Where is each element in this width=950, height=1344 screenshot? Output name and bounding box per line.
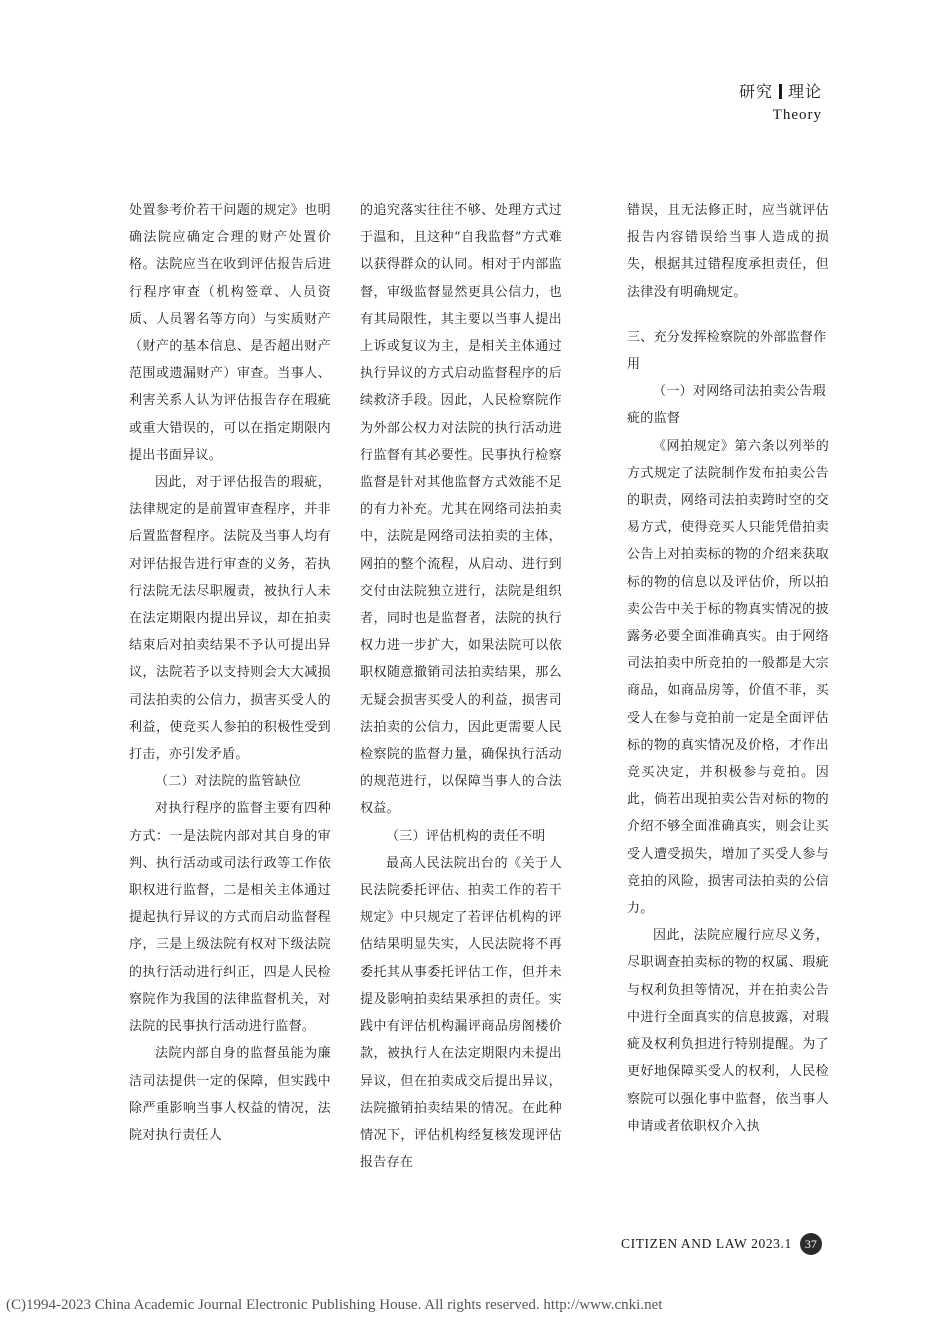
paragraph: 错误，且无法修正时，应当就评估报告内容错误给当事人造成的损失，根据其过错程度承担责任，但法律没有明确规定。 (627, 203, 829, 300)
paragraph: 因此，对于评估报告的瑕疵，法律规定的是前置审查程序，并非后置监督程序。法院及当事人均有对评估报告进行审查的义务，若执行法院无法尽职履责，被执行人未在法定期限内提出异议，却在拍卖结束后对拍卖结果不予认可提出异议，法院若予以支持则会大大减损司法拍卖的公信力，损害买受人的利益，使竞买人参拍的积极性受到打击，亦引发矛盾。 (129, 475, 331, 763)
text-column-1 (129, 197, 331, 1149)
section-header (739, 80, 822, 126)
section-heading: 三、充分发挥检察院的外部监督作用 (627, 329, 827, 373)
section-category (739, 80, 822, 104)
category-english: Theory (772, 107, 822, 123)
copyright-notice: (C)1994-2023 China Academic Journal Electronic Publishing House. All rights reserved. http://www.cnki.net (6, 1297, 663, 1313)
category-divider (779, 84, 782, 99)
paragraph: 《网拍规定》第六条以列举的方式规定了法院制作发布拍卖公告的职责，网络司法拍卖跨时空的交易方式，使得竞买人只能凭借拍卖公告上对拍卖标的物的介绍来获取标的物的信息以及评估价，所以拍卖公告中关于标的物真实情况的披露务必要全面准确真实。由于网络司法拍卖中所竞拍的一般都是大宗商品，如商品房等，价值不菲，买受人在参与竞拍前一定是全面评估标的物的真实情况及价格，才作出竞买决定，并积极参与竞拍。因此，倘若出现拍卖公告对标的物的介绍不够全面准确真实，则会让买受人遭受损失，增加了买受人参与竞拍的风险，损害司法拍卖的公信力。 (627, 438, 829, 917)
paragraph: 对执行程序的监督主要有四种方式：一是法院内部对其自身的审判、执行活动或司法行政等工作依职权进行监督，二是相关主体通过提起执行异议的方式而启动监督程序，三是上级法院有权对下级法院的执行活动进行纠正，四是人民检察院作为我国的法律监督机关，对法院的民事执行活动进行监督。 (129, 801, 331, 1035)
paragraph: 最高人民法院出台的《关于人民法院委托评估、拍卖工作的若干规定》中只规定了若评估机构的评估结果明显失实，人民法院将不再委托其从事委托评估工作，但并未提及影响拍卖结果承担的责任。实践中有评估机构漏评商品房阁楼价款，被执行人在法定期限内未提出异议，但在拍卖成交后提出异议，法院撤销拍卖结果的情况。在此种情况下，评估机构经复核发现评估报告存在 (360, 855, 562, 1171)
page-number: 37 (800, 1233, 822, 1255)
text-column-3 (627, 197, 829, 1140)
paragraph: 法院内部自身的监督虽能为廉洁司法提供一定的保障，但实践中除严重影响当事人权益的情况，法院对执行责任人 (129, 1046, 331, 1143)
paragraph: 处置参考价若干问题的规定》也明确法院应确定合理的财产处置价格。法院应当在收到评估报告后进行程序审查（机构签章、人员资质、人员署名等方向）与实质财产（财产的基本信息、是否超出财产范围或遗漏财产）审查。当事人、利害关系人认为评估报告存在瑕疵或重大错误的，可以在指定期限内提出书面异议。 (129, 203, 331, 463)
magazine-issue: CITIZEN AND LAW 2023.1 (621, 1236, 792, 1251)
subsection-heading: （一）对网络司法拍卖公告瑕疵的监督 (627, 384, 826, 427)
paragraph: 因此，法院应履行应尽义务，尽职调查拍卖标的物的权属、瑕疵与权利负担等情况，并在拍卖公告中进行全面真实的信息披露，对瑕疵及权利负担进行特别提醒。为了更好地保障买受人的权利，人民检察院可以强化事中监督，依当事人申请或者依职权介入执 (627, 928, 829, 1134)
category-theory: 理论 (787, 82, 822, 101)
subsection-heading: （三）评估机构的责任不明 (386, 828, 546, 844)
page-footer (621, 1233, 822, 1255)
paragraph: 的追究落实往往不够、处理方式过于温和，且这种“自我监督”方式难以获得群众的认同。相对于内部监督，审级监督显然更具公信力，也有其局限性，其主要以当事人提出上诉或复议为主，是相关主体通过执行异议的方式启动监督程序的后续救济手段。因此，人民检察院作为外部公权力对法院的执行活动进行监督有其必要性。民事执行检察监督是针对其他监督方式效能不足的有力补充。尤其在网络司法拍卖中，法院是网络司法拍卖的主体，网拍的整个流程，从启动、进行到交付由法院独立进行，法院是组织者，同时也是监督者，法院的执行权力进一步扩大，如果法院可以依职权随意撤销司法拍卖结果，那么无疑会损害买受人的利益，损害司法拍卖的公信力，因此更需要人民检察院的监督力量，确保执行活动的规范进行，以保障当事人的合法权益。 (360, 203, 562, 817)
section-gap (627, 306, 829, 324)
text-column-2 (360, 197, 562, 1176)
subsection-heading: （二）对法院的监管缺位 (155, 774, 302, 790)
category-research: 研究 (738, 82, 773, 101)
